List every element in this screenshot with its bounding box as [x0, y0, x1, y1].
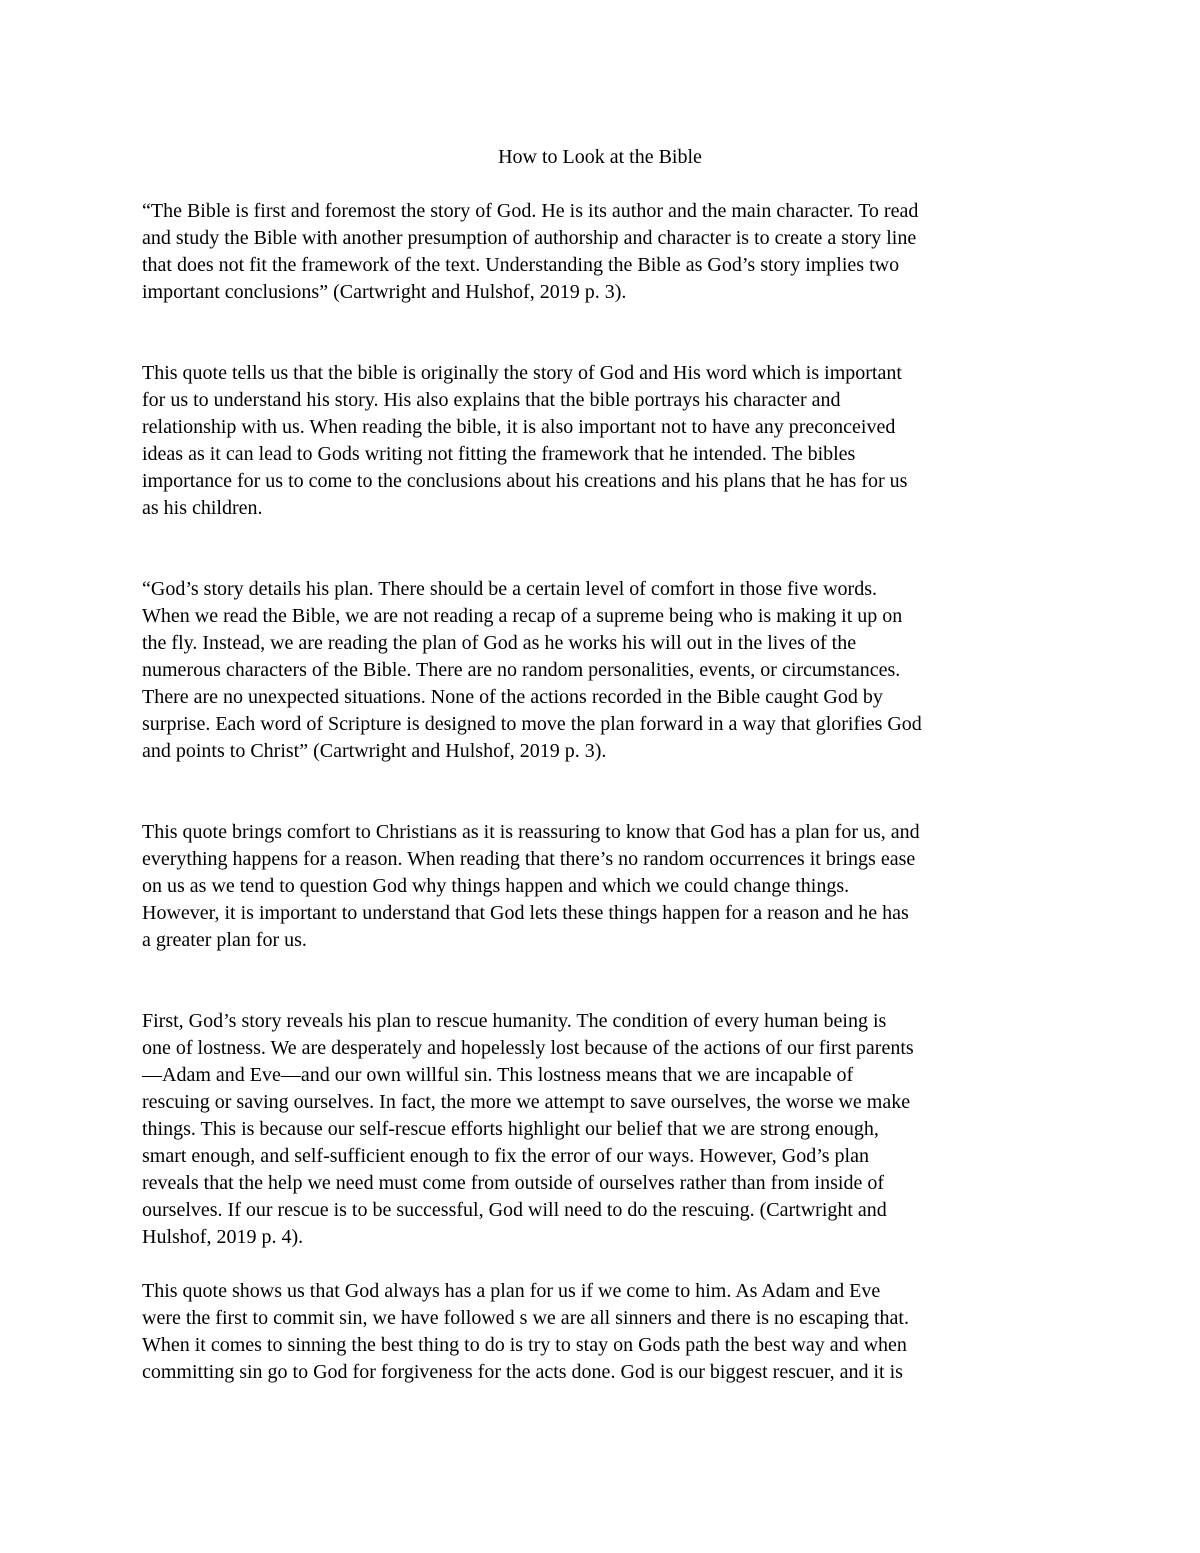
paragraph-line: Hulshof, 2019 p. 4).	[142, 1226, 304, 1248]
paragraph-line: ideas as it can lead to Gods writing not fitting the framework that he intended. The bibles	[142, 443, 856, 465]
paragraph-line: rescuing or saving ourselves. In fact, the more we attempt to save ourselves, the worse we make	[142, 1091, 911, 1113]
paragraph-line: However, it is important to understand that God lets these things happen for a reason and he has	[142, 902, 909, 924]
paragraph-line: everything happens for a reason. When reading that there’s no random occurrences it brings ease	[142, 848, 916, 870]
paragraph-line: “The Bible is first and foremost the story of God. He is its author and the main character. To read	[142, 200, 919, 222]
paragraph-line: were the first to commit sin, we have followed s we are all sinners and there is no escaping that.	[142, 1307, 909, 1329]
paragraph-line: one of lostness. We are desperately and hopelessly lost because of the actions of our first parents	[142, 1037, 914, 1059]
paragraph-line: numerous characters of the Bible. There are no random personalities, events, or circumstances.	[142, 659, 901, 681]
paragraph-line: This quote tells us that the bible is originally the story of God and His word which is important	[142, 362, 902, 384]
paragraph-line: surprise. Each word of Scripture is designed to move the plan forward in a way that glorifies God	[142, 713, 922, 735]
paragraph-line: This quote shows us that God always has a plan for us if we come to him. As Adam and Eve	[142, 1280, 881, 1302]
paragraph-line: —Adam and Eve—and our own willful sin. This lostness means that we are incapable of	[142, 1064, 854, 1086]
paragraph-commentary-3	[142, 1278, 1062, 1386]
paragraph-line: as his children.	[142, 497, 263, 519]
paragraph-line: committing sin go to God for forgiveness for the acts done. God is our biggest rescuer, and it is	[142, 1361, 903, 1383]
paragraph-line: and study the Bible with another presumption of authorship and character is to create a story line	[142, 227, 917, 249]
paragraph-quote-2	[142, 576, 1062, 765]
paragraph-line: reveals that the help we need must come from outside of ourselves rather than from inside of	[142, 1172, 884, 1194]
paragraph-line: things. This is because our self-rescue efforts highlight our belief that we are strong enough,	[142, 1118, 879, 1140]
paragraph-line: on us as we tend to question God why things happen and which we could change things.	[142, 875, 850, 897]
paragraph-quote-1	[142, 198, 1062, 306]
paragraph-line: When we read the Bible, we are not reading a recap of a supreme being who is making it up on	[142, 605, 903, 627]
paragraph-line: First, God’s story reveals his plan to rescue humanity. The condition of every human being is	[142, 1010, 887, 1032]
paragraph-line: a greater plan for us.	[142, 929, 307, 951]
paragraph-line: When it comes to sinning the best thing to do is try to stay on Gods path the best way and when	[142, 1334, 907, 1356]
document-title: How to Look at the Bible	[498, 146, 702, 168]
paragraph-line: This quote brings comfort to Christians as it is reassuring to know that God has a plan for us, and	[142, 821, 920, 843]
paragraph-line: ourselves. If our rescue is to be successful, God will need to do the rescuing. (Cartwright and	[142, 1199, 887, 1221]
paragraph-line: smart enough, and self-sufficient enough to fix the error of our ways. However, God’s plan	[142, 1145, 869, 1167]
paragraph-line: There are no unexpected situations. None of the actions recorded in the Bible caught God by	[142, 686, 883, 708]
paragraph-line: and points to Christ” (Cartwright and Hulshof, 2019 p. 3).	[142, 740, 607, 762]
paragraph-line: importance for us to come to the conclusions about his creations and his plans that he has for us	[142, 470, 908, 492]
paragraph-commentary-2	[142, 819, 1062, 954]
paragraph-commentary-1	[142, 360, 1062, 522]
paragraph-line: relationship with us. When reading the bible, it is also important not to have any preconceived	[142, 416, 896, 438]
paragraph-quote-3	[142, 1008, 1062, 1251]
paragraph-line: for us to understand his story. His also explains that the bible portrays his character and	[142, 389, 841, 411]
paragraph-line: that does not fit the framework of the text. Understanding the Bible as God’s story implies two	[142, 254, 900, 276]
paragraph-line: important conclusions” (Cartwright and Hulshof, 2019 p. 3).	[142, 281, 627, 303]
paragraph-line: “God’s story details his plan. There should be a certain level of comfort in those five words.	[142, 578, 877, 600]
paragraph-line: the fly. Instead, we are reading the plan of God as he works his will out in the lives of the	[142, 632, 857, 654]
